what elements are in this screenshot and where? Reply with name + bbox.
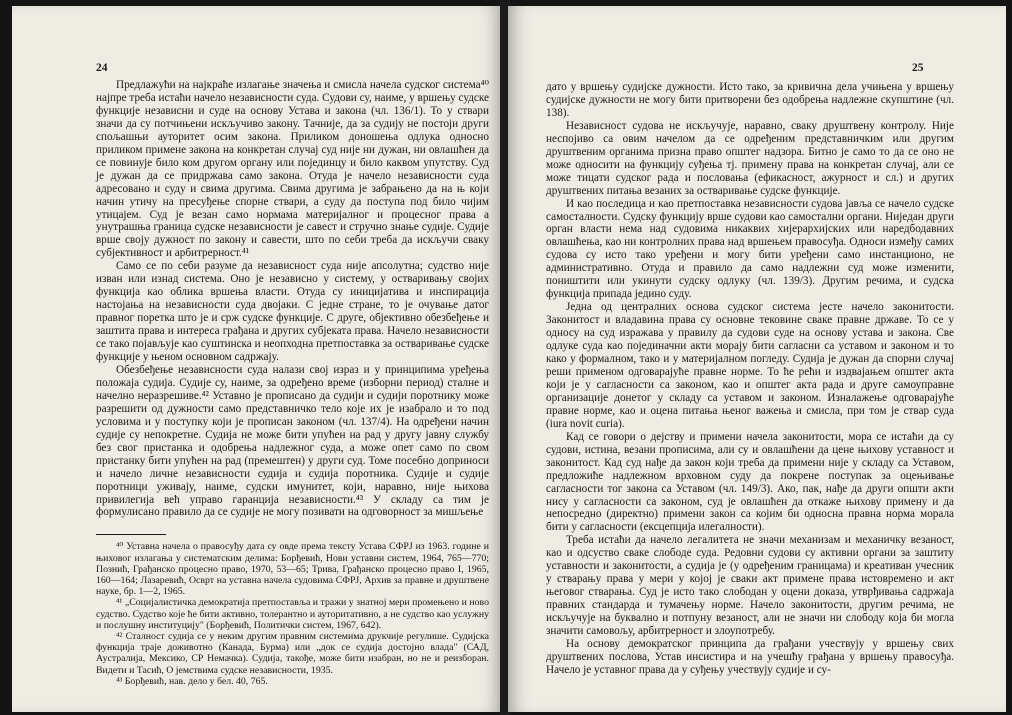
- footnote-divider: [96, 534, 166, 535]
- right-text-column: [546, 81, 954, 677]
- footnote: ⁴³ Борђевић, нав. дело у бел. 40, 765.: [116, 675, 268, 687]
- page-number: 25: [912, 62, 924, 74]
- paragraph: Једна од централних основа судског система јесте начело законитости. Законитост и владавина права су основне тековине сваке правне државе. То се у односу на суд изражава у правилу да судови суде на основу устава и закона. Све одлуке суда као појединачни акти морају бити сагласни са уставом и законом и то како у формалном, тако и у материјалном погледу. Судија је дужан да спорни случај реши применом одговарајуће правне норме. То ће рећи и издвајањем општег акта који је у сагласности са законом, као и општег акта рада и друге самоуправне организације донетог у складу са уставом и законом. Изналажење одговарајуће правне норме, као и оцена питања њеног важења и смисла, при том је ствар суда (iura novit curia).: [546, 301, 954, 430]
- footnote: ⁴¹ „Социјалистичка демократија претпоставља и тражи у знатној мери промењено и ново судство. Судство које ће бити активно, толерантно и ауторитативно, а не судство као услужну и послушну институцију" (Борђевић, Политички систем, 1967, 642).: [96, 597, 489, 631]
- paragraph: Само се по себи разуме да независност суда није апсолутна; судство није изван или изнад система. Оно је независно у систему, у остваривању својих функција као облика вршења власти. Отуда су иницијатива и инспирација настојања на независности суда двојаки. С једне стране, то је очување датог правног поретка што је и срж судске функције. С друге, објективно обезбеђење и заштита права и интереса грађана и других субјеката права. Начело независности се тако појављује као суштинска и неопходна претпоставка за остваривање судске функције у њеном основном садржају.: [96, 260, 489, 364]
- paragraph: Предлажући на најкраће излагање значења и смисла начела судског система⁴⁰ најпре треба истаћи начело независности суда. Судови су, наиме, у вршењу судске функције независни и суде на основу Устава и закона (чл. 136/1). То у ствари значи да су потчињени искључиво закону. Тачније, да за судију не постоји други спољашњи ауторитет осим закона. Приликом доношења одлука односно приликом примене закона на конкретан случај суд није ни дужан, ни овлашћен да се повинује било ком другом органу или појединцу и било каквом упутству. Суд је дужан да се придржава само закона. Отуда је начело независности суда адресовано и суду и свима другима. Свима другима је забрањено да на њ који начин утичу на пресуђење спорне ствари, а суду да поступа под било чијим утицајем. Суд је везан само нормама материјалног и процесног права а унутрашња граница судске независности је савест и стручно знање судије. Судије врше своју дужност по закону и савести, што по себи треба да искључи сваку субјективност и арбитрерност.⁴¹: [96, 79, 489, 260]
- right-page: [508, 6, 1006, 712]
- left-page: [12, 6, 502, 712]
- paragraph: И као последица и као претпоставка независности судова јавља се начело судске самосталности. Судску функцију врше судови као самостални органи. Ниједан други орган власти нема над судовима никаквих хијерархијских или наредбодавних овлашћења, као ни контролних права над вршењем правосуђа. Односи између самих судова су исто тако уређени и могу бити уређени само инстанционо, не административно. Отуда и правило да само надлежни суд може изменити, поништити или укинути судску одлуку (чл. 139/3). Другим речима, и судска функција припада једино суду.: [546, 197, 954, 301]
- paragraph: Независност судова не искључује, наравно, сваку друштвену контролу. Није неспојиво са овим начелом да се одређеним представничким или другим друштвеним органима призна право општег надзора. Битно је само то да се оно не може односити на функцију суђења тј. примену права на конкретан случај, али се може тицати судског рада и пословања (ефикасност, ажурност и сл.) и других друштвених питања везаних за остваривање судске функције.: [546, 119, 954, 197]
- footnote: ⁴⁰ Уставна начела о правосуђу дата су овде према тексту Устава СФРЈ из 1963. године и њиховог излагања у систематским делима: Борђевић, Нови уставни систем, 1964, 765—770; Познић, Грађанско процесно право, 1970, 53—65; Трива, Грађанско процесно право I, 1965, 160—164; Лазаревић, Осврт на уставна начела судовима СФРЈ, Архив за правне и друштвене науке, бр. 1—2, 1965.: [96, 541, 489, 598]
- paragraph: На основу демократског принципа да грађани учествују у вршењу свих друштвених послова, Устав инсистира и на учешћу грађана у вршењу правосуђа. Начело је уставног права да у суђењу учествују судије и су-: [546, 637, 954, 676]
- paragraph: дато у вршењу судијске дужности. Исто тако, за кривична дела учињена у вршењу судијске дужности не могу бити притворени без одобрења надлежне скупштине (чл. 138).: [546, 81, 954, 119]
- paragraph: Кад се говори о дејству и примени начела законитости, мора се истаћи да су судови, истина, везани прописима, али су и овлашћени да цене њихову уставност и законитост. Кад суд нађе да закон који треба да примени није у складу са Уставом, предложиће надлежном врховном суду да покрене поступак за оцењивање сагласности тог закона са Уставом (чл. 149/3). Ако, пак, нађе да други општи акти нису у сагласности са законом, суд је овлашћен да откаже њихову примену и да непосредно (директно) примени закон са којим би односна правна норма морала бити у сагласности (ексцепција илегалности).: [546, 430, 954, 534]
- page-number: 24: [96, 62, 108, 74]
- left-text-column: [96, 79, 489, 687]
- paragraph: Обезбеђење независности суда налази свој израз и у принципима уређења положаја судија. Судије су, наиме, за одређено време (изборни период) сталне и начелно неразрешиве.⁴² Уставно је прописано да судији и судији поротнику може разрешити од дужности само представничко тело које их је изабрало и то под условима и у поступку који је прописан законом (чл. 137/4). На одређени начин судије су непокретне. Судија не може бити упућен на рад у другу јавну службу без свог пристанка и одобрења надлежног суда, а може опет само по свом пристанку бити упућен на рад (премештен) у други суд. Томе посебно доприноси и начело личне независности судија и судија поротника. Судије и судије поротници уживају, наиме, судски имунитет, који, наравно, није њихова привилегија већ управо гаранција независности.⁴³ У складу са тим је формулисано правило да се судије не могу позивати на одговорност за мишљење: [96, 363, 489, 519]
- paragraph: Треба истаћи да начело легалитета не значи механизам и механичку везаност, као и одсуство сваке слободе суда. Редовни судови су активни органи за заштиту уставности и законитости, а судија је (у одређеним границама) и креативан учесник у стварању права у мери у којој је сваки акт примене права истовремено и акт његовог стварања. Суд је исто тако слободан у оцени доказа, утврђивања садржаја правних стандарда и тумачењу норме. Начело законитости, другим речима, не искључује на буквално и потпуну везаност, али не значи ни слободу која би могла значити самовољу, арбитрерност и злоупотребу.: [546, 534, 954, 638]
- footnote: ⁴² Сталност судија се у неким другим правним системима друкчије регулише. Судијска функција траје доживотно (Канада, Бурма) или „док се судија достојно влада" (САД, Аустралија, Мексико, СР Немачка). Судија, такође, може бити изабран, но не и реизборан. Видети и Тасић, О јемствима судске независности, 1935.: [96, 631, 489, 676]
